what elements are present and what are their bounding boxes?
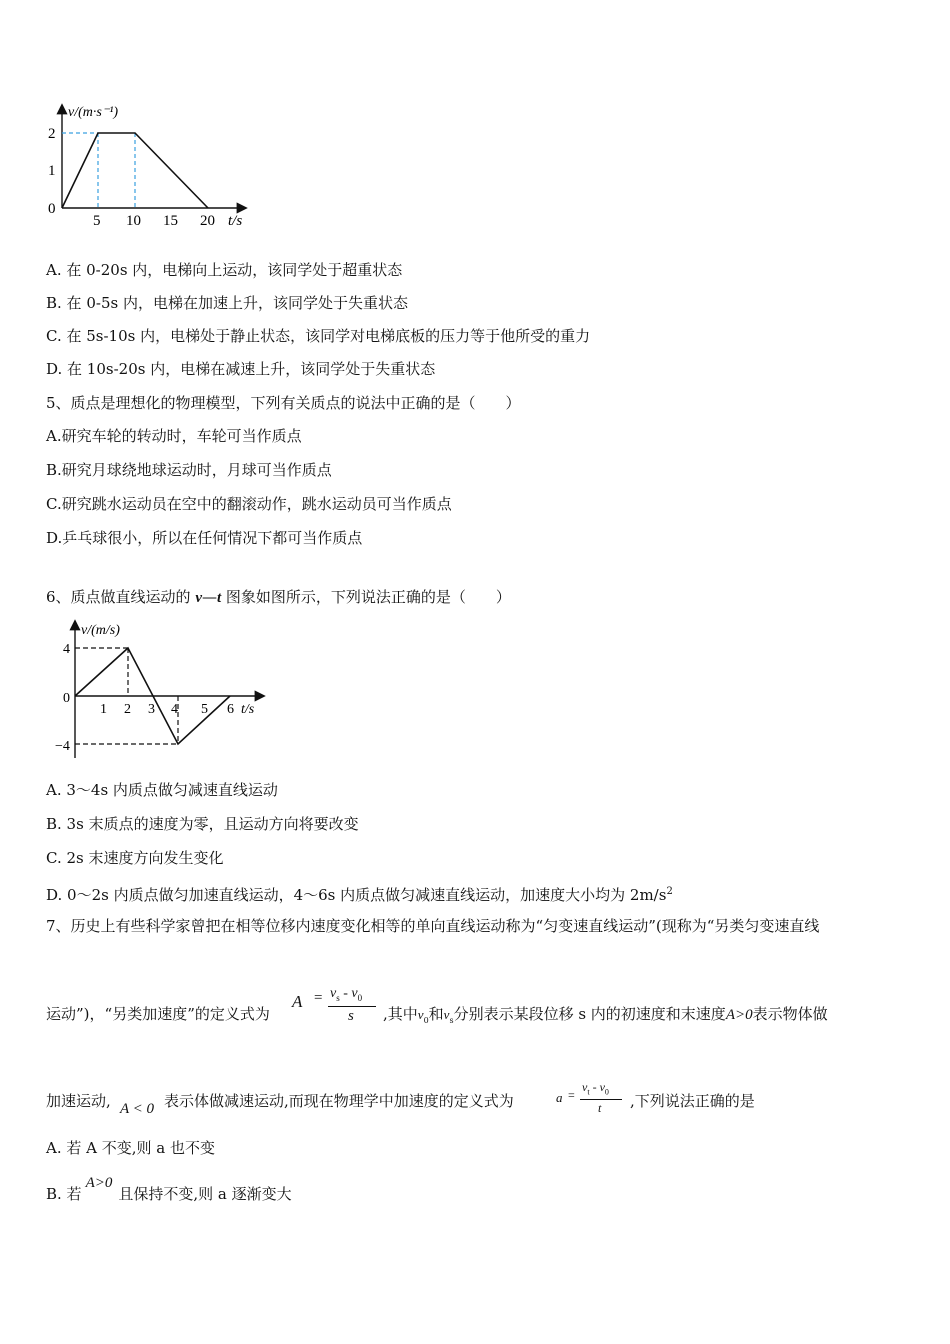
y-tick-0: 0 xyxy=(63,691,70,706)
y-axis-label: v/(m·s⁻¹) xyxy=(68,105,119,120)
q7-line-1: 7、历史上有些科学家曾把在相等位移内速度变化相等的单向直线运动称为“匀变速直线运动”(现称为“另类匀变速直线 xyxy=(46,917,820,935)
q5-option-d: D.乒乓球很小，所以在任何情况下都可当作质点 xyxy=(46,529,363,547)
q6-stem: 6、质点做直线运动的 v—t 图象如图所示，下列说法正确的是（ ） xyxy=(46,588,511,606)
y-tick-2: 2 xyxy=(48,126,56,142)
y-tick-1: 1 xyxy=(48,163,56,179)
q7-option-a: A. 若 A 不变,则 a 也不变 xyxy=(46,1139,215,1157)
q5-option-b: B.研究月球绕地球运动时，月球可当作质点 xyxy=(46,461,332,479)
q7-line-2-rest: ,其中$v_0$和$v_s$分别表示某段位移 s 内的初速度和末速度A>0表示物体做 xyxy=(383,1005,828,1025)
x-axis-label: t/s xyxy=(241,702,255,717)
q6-option-d: D. 0～2s 内质点做匀加速直线运动，4～6s 内质点做匀减速直线运动，加速度大小均为 $2m/s^2$ xyxy=(46,886,673,904)
q4-option-d: D. 在 10s-20s 内，电梯在减速上升，该同学处于失重状态 xyxy=(46,360,436,378)
q7-line-3-a: 加速运动, xyxy=(46,1092,111,1110)
x-tick-3: 3 xyxy=(148,702,155,717)
q4-option-a: A. 在 0-20s 内，电梯向上运动，该同学处于超重状态 xyxy=(46,261,403,279)
q5-option-c: C.研究跳水运动员在空中的翻滚动作，跳水运动员可当作质点 xyxy=(46,495,452,513)
velocity-time-graph-1 xyxy=(40,98,260,233)
x-tick-2: 2 xyxy=(124,702,131,717)
x-tick-10: 10 xyxy=(126,213,141,229)
formula-A-definition: A = $v_s - v_0$ s xyxy=(292,986,388,1030)
x-tick-15: 15 xyxy=(163,213,178,229)
q7-line-2-text: 运动”)，“另类加速度”的定义式为 xyxy=(46,1005,270,1023)
y-tick-neg4: −4 xyxy=(55,739,70,754)
y-axis-label: v/(m/s) xyxy=(81,623,120,638)
x-tick-5: 5 xyxy=(201,702,208,717)
q6-option-b: B. 3s 末质点的速度为零，且运动方向将要改变 xyxy=(46,815,359,833)
q7-line-3-b: 表示体做减速运动,而现在物理学中加速度的定义式为 xyxy=(164,1092,514,1110)
x-tick-20: 20 xyxy=(200,213,215,229)
x-tick-1: 1 xyxy=(100,702,107,717)
q6-option-c: C. 2s 末速度方向发生变化 xyxy=(46,849,224,867)
q7-line-3-c: ,下列说法正确的是 xyxy=(630,1092,755,1110)
q4-option-b: B. 在 0-5s 内，电梯在加速上升，该同学处于失重状态 xyxy=(46,294,408,312)
x-tick-4: 4 xyxy=(171,702,178,717)
q5-option-a: A.研究车轮的转动时，车轮可当作质点 xyxy=(46,427,302,445)
velocity-time-graph-2 xyxy=(55,616,275,766)
q4-option-c: C. 在 5s-10s 内，电梯处于静止状态，该同学对电梯底板的压力等于他所受的重力 xyxy=(46,327,591,345)
A-less-than-zero: A < 0 xyxy=(120,1101,155,1117)
y-tick-0: 0 xyxy=(48,201,56,217)
x-tick-6: 6 xyxy=(227,702,234,717)
q7-option-b: B. 若A>0且保持不变,则 a 逐渐变大 xyxy=(46,1175,292,1203)
q5-stem: 5、质点是理想化的物理模型，下列有关质点的说法中正确的是（ ） xyxy=(46,394,521,412)
x-tick-5: 5 xyxy=(93,213,101,229)
q6-option-a: A. 3～4s 内质点做匀减速直线运动 xyxy=(46,781,278,799)
y-tick-4: 4 xyxy=(63,642,70,657)
formula-a-definition: a = $v_t - v_0$ t xyxy=(556,1080,630,1120)
x-axis-label: t/s xyxy=(228,213,243,229)
